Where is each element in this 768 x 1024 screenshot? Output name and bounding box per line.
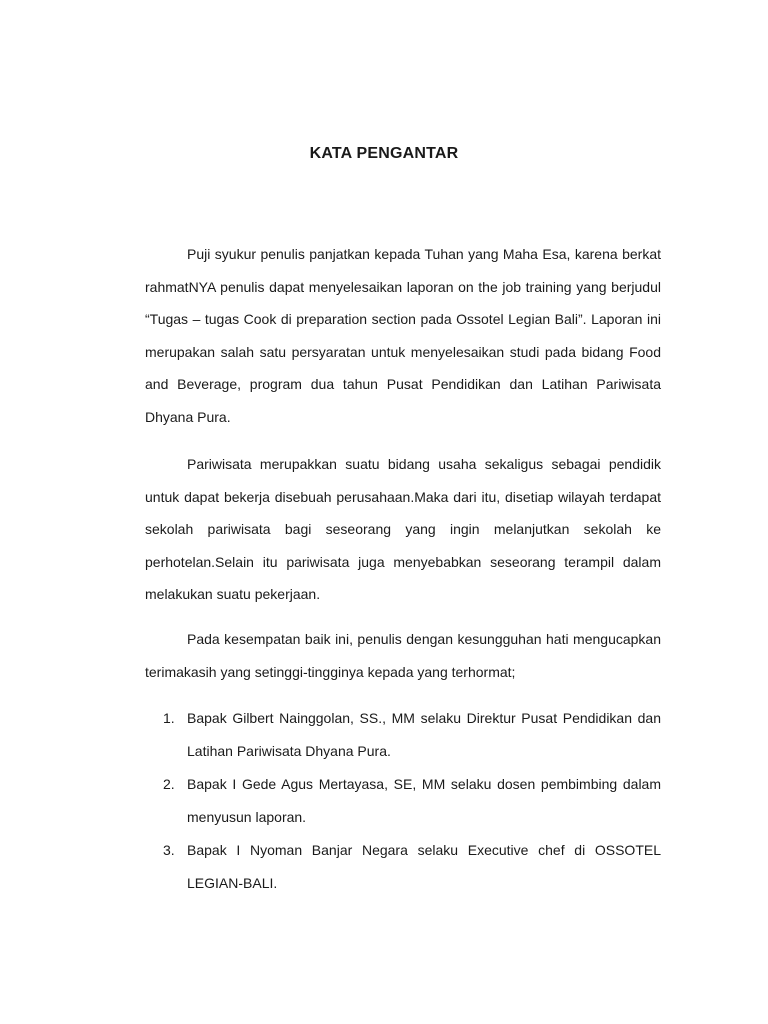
list-item (145, 702, 661, 767)
list-number: 2. (163, 776, 175, 792)
list-item (145, 834, 661, 899)
list-text: Bapak I Nyoman Banjar Negara selaku Executive chef di OSSOTEL LEGIAN-BALI. (187, 842, 661, 891)
list-text: Bapak I Gede Agus Mertayasa, SE, MM selaku dosen pembimbing dalam menyusun laporan. (187, 776, 661, 825)
list-number: 3. (163, 842, 175, 858)
list-text: Bapak Gilbert Nainggolan, SS., MM selaku Direktur Pusat Pendidikan dan Latihan Pariwisata Dhyana Pura. (187, 710, 661, 759)
paragraph-tourism: Pariwisata merupakkan suatu bidang usaha sekaligus sebagai pendidik untuk dapat bekerja disebuah perusahaan.Maka dari itu, disetiap wilayah terdapat sekolah pariwisata bagi seseorang yang ingin melanjutkan sekolah ke perhotelan.Selain itu pariwisata juga menyebabkan seseorang terampil dalam melakukan suatu pekerjaan. (145, 456, 661, 602)
list-item (145, 768, 661, 833)
paragraph-intro: Puji syukur penulis panjatkan kepada Tuhan yang Maha Esa, karena berkat rahmatNYA penulis dapat menyelesaikan laporan on the job training yang berjudul “Tugas – tugas Cook di preparation section pada Ossotel Legian Bali”. Laporan ini merupakan salah satu persyaratan untuk menyelesaikan studi pada bidang Food and Beverage, program dua tahun Pusat Pendidikan dan Latihan Pariwisata Dhyana Pura. (145, 246, 661, 425)
page-title: KATA PENGANTAR (309, 145, 459, 162)
list-number: 1. (163, 710, 175, 726)
paragraph-thanks: Pada kesempatan baik ini, penulis dengan kesungguhan hati mengucapkan terimakasih yang setinggi-tingginya kepada yang terhormat; (145, 631, 661, 680)
acknowledgement-list (145, 702, 661, 900)
